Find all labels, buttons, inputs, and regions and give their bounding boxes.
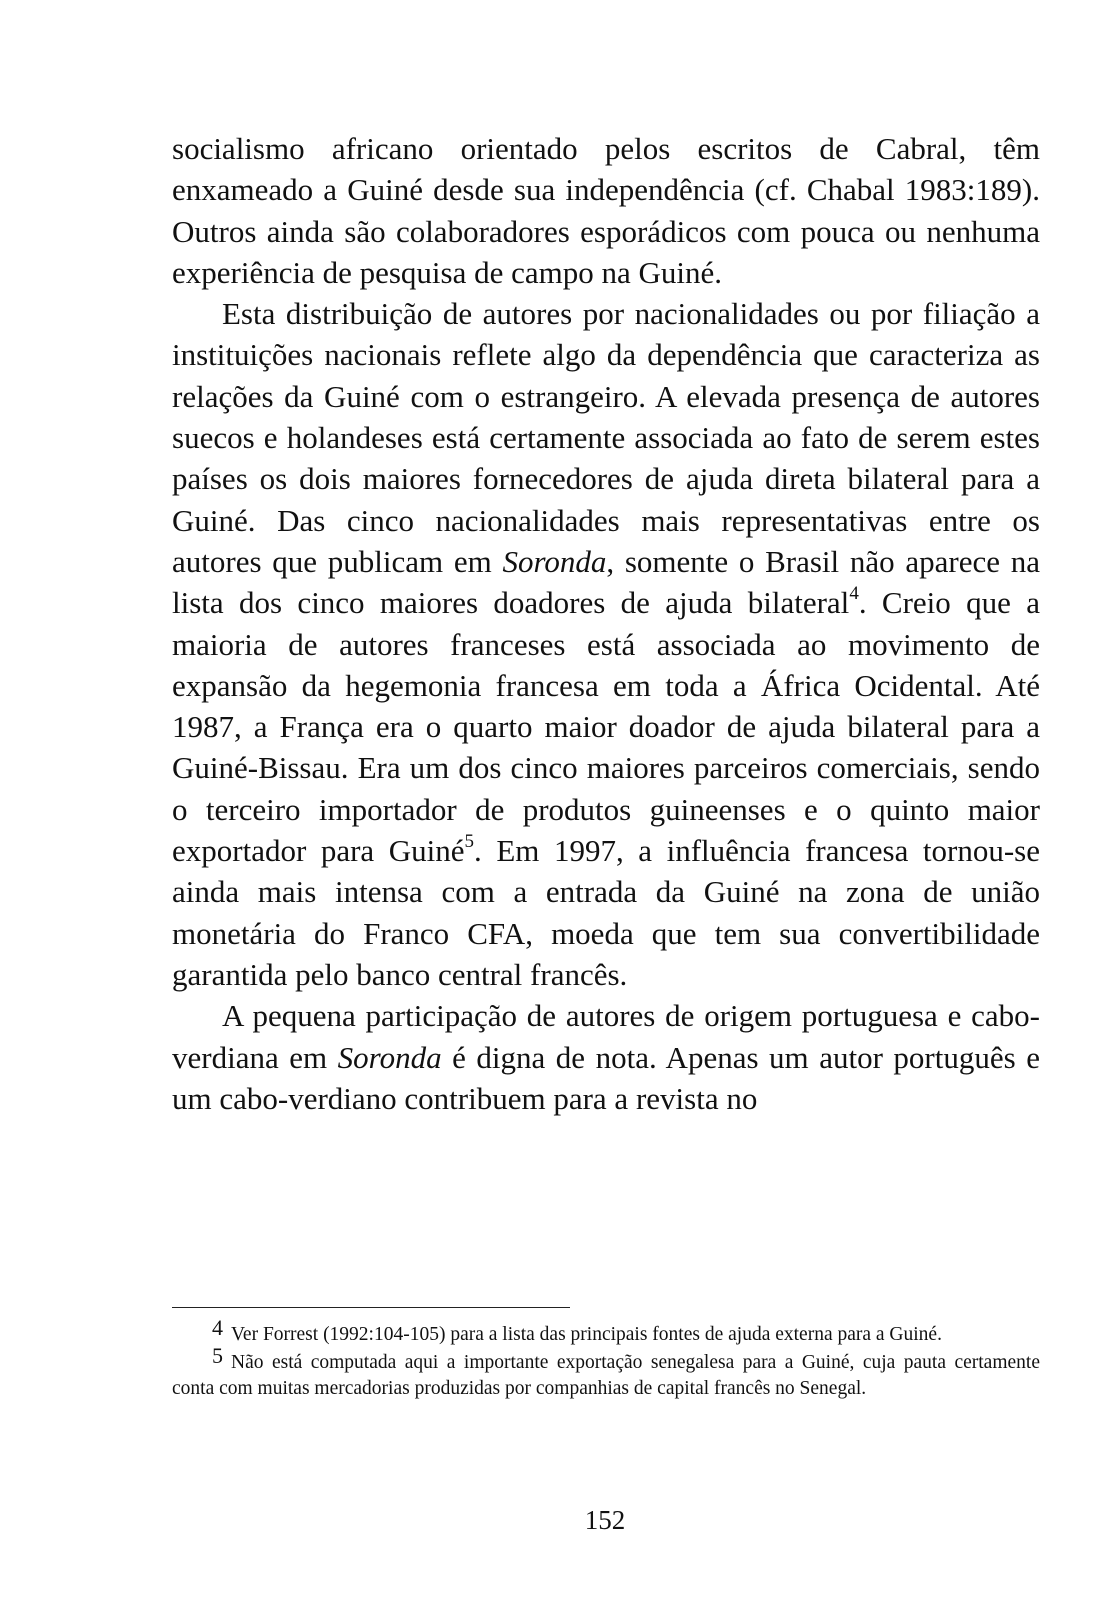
journal-title-soronda: Soronda bbox=[337, 1039, 442, 1075]
paragraph-2-text-d: . Em 1997, a influência francesa tornou-se ainda mais intensa com a entrada da Guiné na zona de união monetária do Franco CFA, moeda que tem sua convertibilidade garantida pelo banco central francês. bbox=[172, 833, 1040, 992]
paragraph-1-text: socialismo africano orientado pelos escritos de Cabral, têm enxameado a Guiné desde sua independência (cf. Chabal 1983:189). Outros ainda são colaboradores esporádicos com pouca ou nenhuma experiência de pesquisa de campo na Guiné. bbox=[172, 131, 1040, 290]
page-number: 152 bbox=[584, 1505, 626, 1535]
footnote-separator bbox=[172, 1307, 570, 1308]
paragraph-2 bbox=[172, 293, 1040, 995]
paragraph-3-text-a: A pequena participação de autores de origem portuguesa e cabo-verdiana em bbox=[172, 998, 1040, 1075]
footnotes bbox=[172, 1315, 1040, 1402]
paragraph-2-text-b: , somente o Brasil não aparece na lista dos cinco maiores doadores de ajuda bilateral bbox=[172, 543, 1040, 621]
footnote-mark: 4 bbox=[212, 1315, 223, 1340]
footnote-text: Não está computada aqui a importante exportação senegalesa para a Guiné, cuja pauta certamente conta com muitas mercadorias produzidas por companhias de capital francês no Senegal. bbox=[172, 1352, 1040, 1399]
paragraph-2-text-c: . Creio que a maioria de autores franceses está associada ao movimento de expansão da hegemonia francesa em toda a África Ocidental. Até 1987, a França era o quarto maior doador de ajuda bilateral para a Guiné-Bissau. Era um dos cinco maiores parceiros comerciais, sendo o terceiro importador de produtos guineenses e o quinto maior exportador para Guiné bbox=[172, 585, 1041, 869]
paragraph-1 bbox=[172, 128, 1040, 293]
paragraph-3-text-b: é digna de nota. Apenas um autor português e um cabo-verdiano contribuem para a revista no bbox=[172, 1039, 1040, 1116]
footnote-mark: 5 bbox=[212, 1343, 223, 1368]
footnote-text: Ver Forrest (1992:104-105) para a lista das principais fontes de ajuda externa para a Guiné. bbox=[231, 1324, 942, 1345]
footnote-5 bbox=[172, 1343, 1040, 1402]
footnote-ref-5: 5 bbox=[464, 830, 475, 852]
paragraph-3 bbox=[172, 995, 1040, 1119]
journal-title-soronda: Soronda bbox=[502, 543, 607, 579]
footnote-4 bbox=[172, 1315, 1040, 1348]
footnote-ref-4: 4 bbox=[849, 582, 859, 604]
main-text bbox=[172, 128, 1040, 1119]
paragraph-2-text-a: Esta distribuição de autores por nacionalidades ou por filiação a instituições nacionais reflete algo da dependência que caracteriza as relações da Guiné com o estrangeiro. A elevada presença de autores suecos e holandeses está certamente associada ao fato de serem estes países os dois maiores fornecedores de ajuda direta bilateral para a Guiné. Das cinco nacionalidades mais representativas entre os autores que publicam em bbox=[172, 296, 1040, 579]
